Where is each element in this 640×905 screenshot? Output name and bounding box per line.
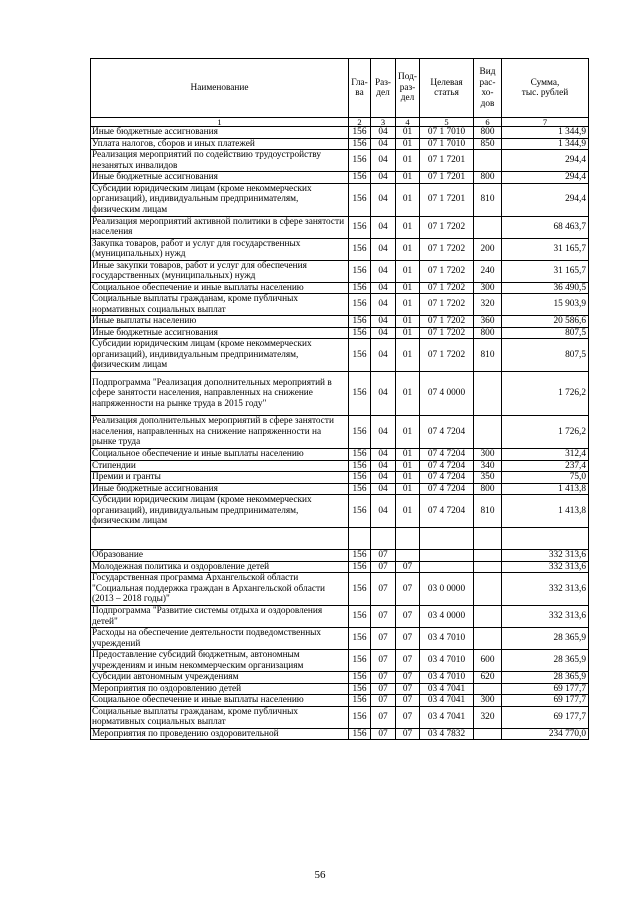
row-razdel-cell: 07 xyxy=(371,695,396,707)
header-vid: Вид рас- хо- дов xyxy=(474,59,502,118)
row-podrazdel-cell: 07 xyxy=(396,683,420,695)
row-vid-cell: 300 xyxy=(474,282,502,294)
table-row xyxy=(91,573,589,606)
row-name-cell: Реализация мероприятий по содействию трудоустройству незанятых инвалидов xyxy=(91,150,349,172)
row-glava-cell: 156 xyxy=(349,449,371,461)
row-name-cell: Иные выплаты населению xyxy=(91,316,349,328)
row-name-cell: Стипендии xyxy=(91,460,349,472)
table-row xyxy=(91,495,589,528)
row-name-cell: Иные бюджетные ассигнования xyxy=(91,483,349,495)
row-podrazdel-cell: 01 xyxy=(396,294,420,316)
row-glava-cell: 156 xyxy=(349,460,371,472)
row-vid-cell xyxy=(474,416,502,449)
row-vid-cell: 800 xyxy=(474,483,502,495)
row-vid-cell xyxy=(474,683,502,695)
table-row xyxy=(91,561,589,573)
row-razdel-cell: 07 xyxy=(371,606,396,628)
row-glava-cell: 156 xyxy=(349,339,371,372)
table-row xyxy=(91,449,589,461)
row-razdel-cell: 04 xyxy=(371,183,396,216)
row-glava-cell xyxy=(349,528,371,550)
table-row xyxy=(91,150,589,172)
row-target-cell: 07 1 7202 xyxy=(420,238,474,260)
table-row xyxy=(91,706,589,728)
row-podrazdel-cell: 01 xyxy=(396,282,420,294)
row-razdel-cell: 04 xyxy=(371,150,396,172)
row-podrazdel-cell xyxy=(396,528,420,550)
row-name-cell: Субсидии юридическим лицам (кроме некоммерческих организаций), индивидуальным предпринимателям, физическим лицам xyxy=(91,495,349,528)
row-sum-cell: 28 365,9 xyxy=(502,672,589,684)
row-glava-cell: 156 xyxy=(349,550,371,562)
row-podrazdel-cell: 07 xyxy=(396,628,420,650)
row-sum-cell: 294,4 xyxy=(502,150,589,172)
row-razdel-cell: 04 xyxy=(371,138,396,150)
row-vid-cell xyxy=(474,561,502,573)
table-row xyxy=(91,472,589,484)
row-sum-cell: 1 726,2 xyxy=(502,416,589,449)
table-header-row xyxy=(91,59,589,118)
row-glava-cell: 156 xyxy=(349,138,371,150)
row-name-cell: Социальное обеспечение и иные выплаты населению xyxy=(91,282,349,294)
row-sum-cell: 237,4 xyxy=(502,460,589,472)
col-number: 7 xyxy=(502,118,589,127)
row-razdel-cell xyxy=(371,528,396,550)
row-vid-cell: 320 xyxy=(474,294,502,316)
table-row xyxy=(91,728,589,740)
row-podrazdel-cell: 01 xyxy=(396,260,420,282)
row-podrazdel-cell: 01 xyxy=(396,316,420,328)
table-row xyxy=(91,339,589,372)
row-target-cell: 07 1 7202 xyxy=(420,216,474,238)
row-name-cell: Молодежная политика и оздоровление детей xyxy=(91,561,349,573)
row-sum-cell: 69 177,7 xyxy=(502,683,589,695)
row-razdel-cell: 07 xyxy=(371,650,396,672)
row-sum-cell: 234 770,0 xyxy=(502,728,589,740)
row-podrazdel-cell: 01 xyxy=(396,472,420,484)
table-row xyxy=(91,260,589,282)
row-glava-cell: 156 xyxy=(349,672,371,684)
row-podrazdel-cell: 01 xyxy=(396,339,420,372)
row-name-cell: Иные бюджетные ассигнования xyxy=(91,172,349,184)
row-target-cell: 07 4 7204 xyxy=(420,472,474,484)
row-name-cell: Образование xyxy=(91,550,349,562)
row-sum-cell: 332 313,6 xyxy=(502,561,589,573)
row-target-cell: 03 4 7832 xyxy=(420,728,474,740)
budget-table-page xyxy=(90,58,588,740)
row-razdel-cell: 04 xyxy=(371,216,396,238)
row-razdel-cell: 04 xyxy=(371,260,396,282)
row-glava-cell: 156 xyxy=(349,172,371,184)
row-name-cell: Иные закупки товаров, работ и услуг для обеспечения государственных (муниципальных) нужд xyxy=(91,260,349,282)
row-podrazdel-cell: 07 xyxy=(396,573,420,606)
col-number: 3 xyxy=(371,118,396,127)
header-glava: Гла- ва xyxy=(349,59,371,118)
row-podrazdel-cell: 01 xyxy=(396,495,420,528)
row-sum-cell: 1 726,2 xyxy=(502,372,589,416)
row-podrazdel-cell: 01 xyxy=(396,138,420,150)
row-glava-cell: 156 xyxy=(349,472,371,484)
row-razdel-cell: 07 xyxy=(371,706,396,728)
row-glava-cell: 156 xyxy=(349,650,371,672)
row-podrazdel-cell: 07 xyxy=(396,650,420,672)
table-row xyxy=(91,460,589,472)
table-row xyxy=(91,416,589,449)
row-glava-cell: 156 xyxy=(349,316,371,328)
row-razdel-cell: 04 xyxy=(371,127,396,139)
row-glava-cell: 156 xyxy=(349,127,371,139)
row-sum-cell: 1 413,8 xyxy=(502,495,589,528)
table-row xyxy=(91,216,589,238)
row-target-cell: 03 4 7010 xyxy=(420,672,474,684)
header-target: Целевая статья xyxy=(420,59,474,118)
row-sum-cell: 332 313,6 xyxy=(502,573,589,606)
row-podrazdel-cell: 01 xyxy=(396,172,420,184)
row-vid-cell: 800 xyxy=(474,327,502,339)
row-target-cell: 07 4 7204 xyxy=(420,449,474,461)
row-vid-cell: 360 xyxy=(474,316,502,328)
row-vid-cell: 620 xyxy=(474,672,502,684)
row-razdel-cell: 07 xyxy=(371,672,396,684)
row-sum-cell: 36 490,5 xyxy=(502,282,589,294)
row-vid-cell: 800 xyxy=(474,172,502,184)
row-vid-cell: 320 xyxy=(474,706,502,728)
row-name-cell: Мероприятия по оздоровлению детей xyxy=(91,683,349,695)
row-name-cell: Социальное обеспечение и иные выплаты населению xyxy=(91,695,349,707)
row-sum-cell: 28 365,9 xyxy=(502,650,589,672)
row-sum-cell: 294,4 xyxy=(502,172,589,184)
row-razdel-cell: 04 xyxy=(371,483,396,495)
row-podrazdel-cell: 01 xyxy=(396,127,420,139)
row-podrazdel-cell: 01 xyxy=(396,216,420,238)
row-target-cell: 03 4 7010 xyxy=(420,650,474,672)
row-glava-cell: 156 xyxy=(349,416,371,449)
row-target-cell: 03 4 7041 xyxy=(420,706,474,728)
row-razdel-cell: 07 xyxy=(371,683,396,695)
row-sum-cell: 69 177,7 xyxy=(502,695,589,707)
row-name-cell: Субсидии автономным учреждениям xyxy=(91,672,349,684)
row-target-cell: 07 1 7202 xyxy=(420,294,474,316)
table-row xyxy=(91,127,589,139)
row-name-cell: Государственная программа Архангельской области "Социальная поддержка граждан в Архангельской области (2013 – 2018 годы)" xyxy=(91,573,349,606)
row-glava-cell: 156 xyxy=(349,260,371,282)
row-razdel-cell: 04 xyxy=(371,327,396,339)
row-podrazdel-cell: 01 xyxy=(396,483,420,495)
row-glava-cell: 156 xyxy=(349,728,371,740)
row-target-cell: 03 0 0000 xyxy=(420,573,474,606)
row-target-cell: 07 1 7010 xyxy=(420,138,474,150)
row-vid-cell xyxy=(474,150,502,172)
row-sum-cell: 28 365,9 xyxy=(502,628,589,650)
row-sum-cell: 31 165,7 xyxy=(502,238,589,260)
row-sum-cell: 332 313,6 xyxy=(502,606,589,628)
row-vid-cell xyxy=(474,372,502,416)
row-target-cell: 07 4 7204 xyxy=(420,416,474,449)
row-vid-cell: 340 xyxy=(474,460,502,472)
row-razdel-cell: 07 xyxy=(371,573,396,606)
row-podrazdel-cell: 07 xyxy=(396,695,420,707)
table-row xyxy=(91,294,589,316)
header-name: Наименование xyxy=(91,59,349,118)
column-number-row xyxy=(91,118,589,127)
row-name-cell: Социальное обеспечение и иные выплаты населению xyxy=(91,449,349,461)
row-glava-cell: 156 xyxy=(349,683,371,695)
row-target-cell: 07 1 7201 xyxy=(420,172,474,184)
row-vid-cell: 850 xyxy=(474,138,502,150)
row-target-cell: 07 4 7204 xyxy=(420,495,474,528)
row-target-cell: 07 1 7202 xyxy=(420,282,474,294)
table-row xyxy=(91,372,589,416)
row-vid-cell: 350 xyxy=(474,472,502,484)
row-glava-cell: 156 xyxy=(349,294,371,316)
row-vid-cell: 810 xyxy=(474,183,502,216)
col-number: 1 xyxy=(91,118,349,127)
row-vid-cell: 300 xyxy=(474,695,502,707)
row-name-cell: Уплата налогов, сборов и иных платежей xyxy=(91,138,349,150)
row-target-cell xyxy=(420,550,474,562)
row-target-cell: 03 4 7041 xyxy=(420,695,474,707)
row-razdel-cell: 04 xyxy=(371,282,396,294)
row-sum-cell: 1 344,9 xyxy=(502,138,589,150)
row-glava-cell: 156 xyxy=(349,706,371,728)
row-razdel-cell: 04 xyxy=(371,460,396,472)
table-row xyxy=(91,327,589,339)
row-sum-cell: 75,0 xyxy=(502,472,589,484)
col-number: 4 xyxy=(396,118,420,127)
row-razdel-cell: 07 xyxy=(371,550,396,562)
row-vid-cell xyxy=(474,728,502,740)
row-target-cell: 07 4 7204 xyxy=(420,460,474,472)
row-name-cell: Субсидии юридическим лицам (кроме некоммерческих организаций), индивидуальным предпринимателям, физическим лицам xyxy=(91,339,349,372)
row-podrazdel-cell: 01 xyxy=(396,416,420,449)
row-razdel-cell: 04 xyxy=(371,416,396,449)
budget-table xyxy=(90,58,589,740)
row-target-cell: 07 1 7202 xyxy=(420,339,474,372)
table-row xyxy=(91,238,589,260)
row-sum-cell: 68 463,7 xyxy=(502,216,589,238)
table-row xyxy=(91,683,589,695)
row-target-cell: 07 1 7201 xyxy=(420,183,474,216)
row-target-cell: 07 1 7010 xyxy=(420,127,474,139)
table-row xyxy=(91,138,589,150)
row-sum-cell: 15 903,9 xyxy=(502,294,589,316)
row-sum-cell: 20 586,6 xyxy=(502,316,589,328)
row-target-cell: 07 1 7202 xyxy=(420,316,474,328)
row-name-cell: Премии и гранты xyxy=(91,472,349,484)
table-row xyxy=(91,650,589,672)
row-sum-cell: 294,4 xyxy=(502,183,589,216)
row-name-cell: Расходы на обеспечение деятельности подведомственных учреждений xyxy=(91,628,349,650)
row-podrazdel-cell xyxy=(396,550,420,562)
row-vid-cell xyxy=(474,528,502,550)
row-glava-cell: 156 xyxy=(349,495,371,528)
row-name-cell: Подпрограмма "Развитие системы отдыха и оздоровления детей" xyxy=(91,606,349,628)
row-razdel-cell: 04 xyxy=(371,372,396,416)
row-target-cell xyxy=(420,528,474,550)
row-glava-cell: 156 xyxy=(349,327,371,339)
col-number: 6 xyxy=(474,118,502,127)
row-glava-cell: 156 xyxy=(349,573,371,606)
row-target-cell: 07 4 0000 xyxy=(420,372,474,416)
header-sum: Сумма, тыс. рублей xyxy=(502,59,589,118)
row-vid-cell: 200 xyxy=(474,238,502,260)
row-podrazdel-cell: 07 xyxy=(396,728,420,740)
table-row xyxy=(91,628,589,650)
row-target-cell: 07 1 7202 xyxy=(420,260,474,282)
row-vid-cell: 810 xyxy=(474,495,502,528)
row-vid-cell: 240 xyxy=(474,260,502,282)
row-sum-cell: 1 413,8 xyxy=(502,483,589,495)
header-podrazdel: Под- раз- дел xyxy=(396,59,420,118)
row-sum-cell: 31 165,7 xyxy=(502,260,589,282)
row-razdel-cell: 04 xyxy=(371,294,396,316)
table-row xyxy=(91,282,589,294)
row-glava-cell: 156 xyxy=(349,372,371,416)
row-vid-cell xyxy=(474,573,502,606)
row-name-cell: Социальные выплаты гражданам, кроме публичных нормативных социальных выплат xyxy=(91,294,349,316)
row-glava-cell: 156 xyxy=(349,183,371,216)
row-vid-cell xyxy=(474,628,502,650)
row-razdel-cell: 04 xyxy=(371,339,396,372)
table-row xyxy=(91,672,589,684)
row-target-cell: 07 4 7204 xyxy=(420,483,474,495)
row-razdel-cell: 04 xyxy=(371,449,396,461)
row-podrazdel-cell: 07 xyxy=(396,606,420,628)
row-glava-cell: 156 xyxy=(349,150,371,172)
table-row xyxy=(91,316,589,328)
header-razdel: Раз- дел xyxy=(371,59,396,118)
row-name-cell: Реализация дополнительных мероприятий в сфере занятости населения, направленных на снижение напряженности на рынке труда xyxy=(91,416,349,449)
row-razdel-cell: 07 xyxy=(371,628,396,650)
row-glava-cell: 156 xyxy=(349,695,371,707)
table-row xyxy=(91,550,589,562)
row-razdel-cell: 07 xyxy=(371,561,396,573)
row-podrazdel-cell: 01 xyxy=(396,150,420,172)
row-glava-cell: 156 xyxy=(349,483,371,495)
row-podrazdel-cell: 07 xyxy=(396,706,420,728)
row-name-cell: Предоставление субсидий бюджетным, автономным учреждениям и иным некоммерческим организациям xyxy=(91,650,349,672)
table-row xyxy=(91,483,589,495)
row-glava-cell: 156 xyxy=(349,606,371,628)
row-sum-cell: 807,5 xyxy=(502,327,589,339)
table-row xyxy=(91,183,589,216)
row-vid-cell: 300 xyxy=(474,449,502,461)
row-glava-cell: 156 xyxy=(349,216,371,238)
row-vid-cell xyxy=(474,606,502,628)
row-razdel-cell: 04 xyxy=(371,472,396,484)
row-sum-cell: 69 177,7 xyxy=(502,706,589,728)
row-podrazdel-cell: 01 xyxy=(396,449,420,461)
row-podrazdel-cell: 01 xyxy=(396,372,420,416)
row-target-cell: 07 1 7201 xyxy=(420,150,474,172)
row-sum-cell: 332 313,6 xyxy=(502,550,589,562)
row-name-cell: Реализация мероприятий активной политики в сфере занятости населения xyxy=(91,216,349,238)
row-vid-cell: 800 xyxy=(474,127,502,139)
row-sum-cell: 312,4 xyxy=(502,449,589,461)
col-number: 5 xyxy=(420,118,474,127)
row-razdel-cell: 07 xyxy=(371,728,396,740)
row-target-cell: 03 4 0000 xyxy=(420,606,474,628)
row-podrazdel-cell: 01 xyxy=(396,327,420,339)
row-target-cell xyxy=(420,561,474,573)
row-vid-cell: 600 xyxy=(474,650,502,672)
row-podrazdel-cell: 01 xyxy=(396,183,420,216)
row-glava-cell: 156 xyxy=(349,282,371,294)
row-target-cell: 03 4 7010 xyxy=(420,628,474,650)
table-row xyxy=(91,172,589,184)
row-name-cell: Социальные выплаты гражданам, кроме публичных нормативных социальных выплат xyxy=(91,706,349,728)
row-target-cell: 03 4 7041 xyxy=(420,683,474,695)
row-name-cell: Подпрограмма "Реализация дополнительных мероприятий в сфере занятости населения, направленных на снижение напряженности на рынке труда в 2015 году" xyxy=(91,372,349,416)
row-podrazdel-cell: 01 xyxy=(396,238,420,260)
table-row xyxy=(91,606,589,628)
row-vid-cell: 810 xyxy=(474,339,502,372)
row-glava-cell: 156 xyxy=(349,238,371,260)
row-podrazdel-cell: 07 xyxy=(396,561,420,573)
row-sum-cell: 807,5 xyxy=(502,339,589,372)
row-podrazdel-cell: 01 xyxy=(396,460,420,472)
row-name-cell xyxy=(91,528,349,550)
table-row xyxy=(91,695,589,707)
table-row xyxy=(91,528,589,550)
row-razdel-cell: 04 xyxy=(371,172,396,184)
row-name-cell: Иные бюджетные ассигнования xyxy=(91,127,349,139)
row-target-cell: 07 1 7202 xyxy=(420,327,474,339)
row-sum-cell: 1 344,9 xyxy=(502,127,589,139)
row-name-cell: Иные бюджетные ассигнования xyxy=(91,327,349,339)
page-number: 56 xyxy=(314,869,326,881)
row-glava-cell: 156 xyxy=(349,628,371,650)
row-vid-cell xyxy=(474,550,502,562)
table-body xyxy=(91,127,589,740)
col-number: 2 xyxy=(349,118,371,127)
row-sum-cell xyxy=(502,528,589,550)
row-razdel-cell: 04 xyxy=(371,495,396,528)
row-name-cell: Субсидии юридическим лицам (кроме некоммерческих организаций), индивидуальным предпринимателям, физическим лицам xyxy=(91,183,349,216)
row-glava-cell: 156 xyxy=(349,561,371,573)
row-podrazdel-cell: 07 xyxy=(396,672,420,684)
row-razdel-cell: 04 xyxy=(371,238,396,260)
row-vid-cell xyxy=(474,216,502,238)
row-razdel-cell: 04 xyxy=(371,316,396,328)
row-name-cell: Мероприятия по проведению оздоровительной xyxy=(91,728,349,740)
row-name-cell: Закупка товаров, работ и услуг для государственных (муниципальных) нужд xyxy=(91,238,349,260)
